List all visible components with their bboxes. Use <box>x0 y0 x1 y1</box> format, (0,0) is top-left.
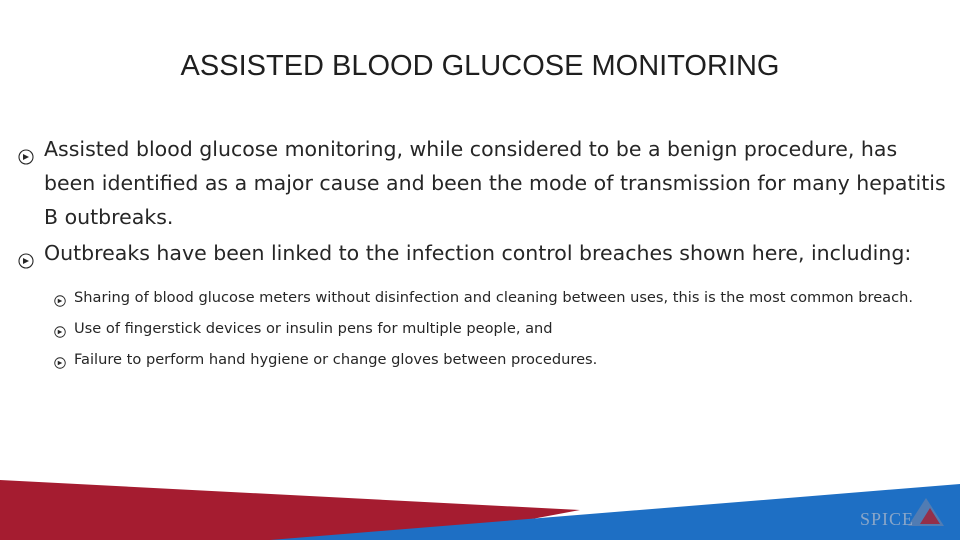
sub-bullet-text: Sharing of blood glucose meters without disinfection and cleaning between uses, this is the most common breach. <box>74 289 914 306</box>
bullet-text: Outbreaks have been linked to the infection control breaches shown here, including: <box>44 241 912 265</box>
sub-bullet-text: Failure to perform hand hygiene or change gloves between procedures. <box>74 351 598 368</box>
sub-bullet-list <box>54 286 948 371</box>
bullet-item <box>18 236 948 270</box>
bullet-text: Assisted blood glucose monitoring, while considered to be a benign procedure, has been identified as a major cause and been the mode of transmission for many hepatitis B outbreaks. <box>44 137 946 229</box>
sub-bullet-item <box>54 317 948 340</box>
circled-arrow-icon <box>54 322 66 334</box>
sub-bullet-item <box>54 348 948 371</box>
circled-arrow-icon <box>54 353 66 365</box>
sub-bullet-text: Use of fingerstick devices or insulin pens for multiple people, and <box>74 320 553 337</box>
logo-text: SPICE <box>860 509 915 529</box>
sub-bullet-item <box>54 286 948 309</box>
bullet-item <box>18 132 948 234</box>
circled-arrow-icon <box>18 141 34 157</box>
slide-title: ASSISTED BLOOD GLUCOSE MONITORING <box>180 50 780 82</box>
circled-arrow-icon <box>18 245 34 261</box>
footer-stripes <box>0 460 960 540</box>
bullet-list <box>18 132 948 379</box>
spice-logo <box>856 496 948 532</box>
circled-arrow-icon <box>54 291 66 303</box>
